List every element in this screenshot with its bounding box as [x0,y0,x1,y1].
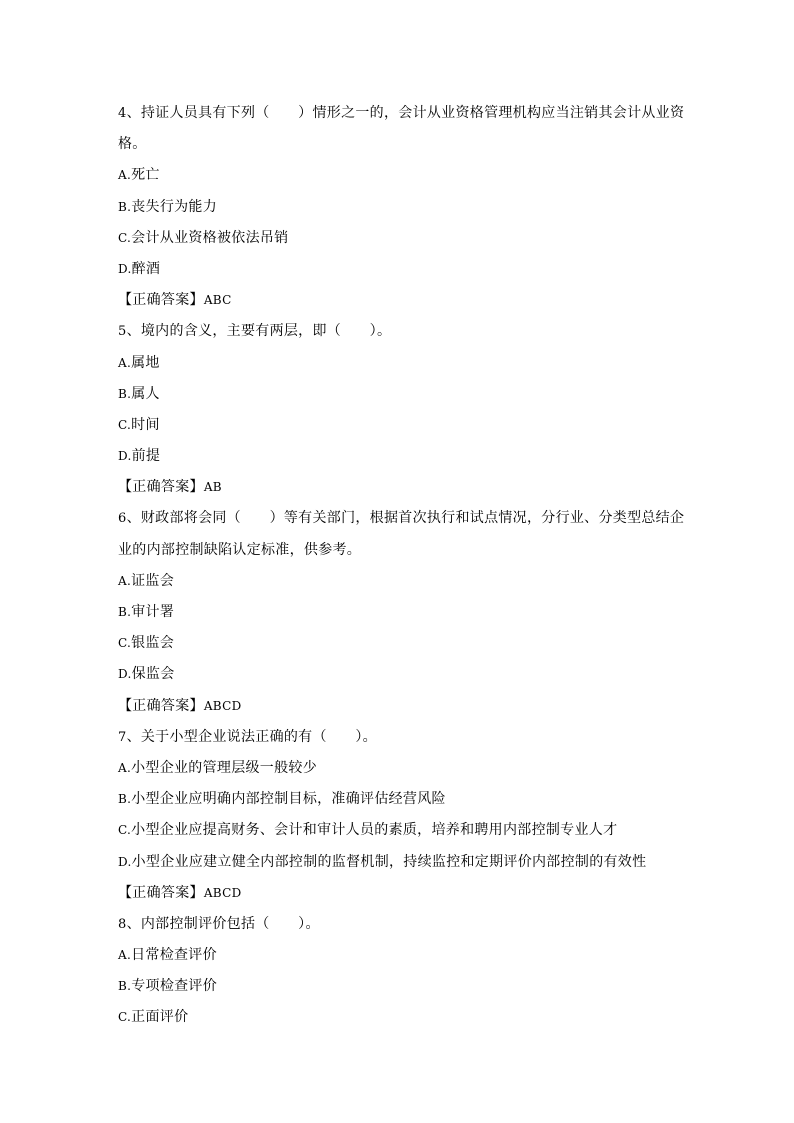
answer-value: ABCD [203,698,242,713]
question-stem [118,98,698,129]
question-text: 、持证人员具有下列（ ）情形之一的，会计从业资格管理机构应当注销其会计从业资 [126,105,685,121]
option-c [118,628,698,659]
option-c [118,410,698,441]
option-c [118,223,698,254]
question-7 [118,722,698,909]
answer-label: 【正确答案】 [118,884,204,901]
option-text: 小型企业应建立健全内部控制的监督机制，持续监控和定期评价内部控制的有效性 [131,853,647,870]
question-stem-continued: 格。 [118,136,147,153]
question-stem [118,503,698,534]
question-6 [118,503,698,721]
option-a [118,566,698,597]
option-text: 属人 [131,385,160,402]
option-text: 银监会 [131,635,175,652]
question-stem-continued: 业的内部控制缺陷认定标准，供参考。 [118,541,362,558]
option-text: 专项检查评价 [131,978,218,995]
option-b [118,379,698,410]
question-stem [118,316,698,347]
option-letter: B. [118,792,132,807]
question-5 [118,316,698,503]
option-a [118,160,698,191]
option-letter: D. [118,261,132,276]
answer-label: 【正确答案】 [118,292,204,309]
option-letter: A. [118,760,132,775]
option-c [118,815,698,846]
option-c [118,1002,698,1033]
option-text: 丧失行为能力 [131,198,218,215]
option-letter: A. [118,355,132,370]
option-b [118,597,698,628]
option-text: 保监会 [131,666,175,683]
question-stem [118,722,698,753]
option-letter: B. [118,386,132,401]
option-text: 前提 [131,448,161,465]
option-letter: A. [118,948,132,963]
option-a [118,940,698,971]
document-page [118,98,698,1034]
question-8 [118,909,698,1034]
option-letter: B. [118,199,132,214]
answer-value: ABCD [203,885,242,900]
option-d [118,847,698,878]
option-text: 正面评价 [131,1009,189,1026]
answer-label: 【正确答案】 [118,697,204,714]
answer-value: ABC [203,293,232,308]
question-number: 8 [118,916,127,932]
option-letter: C. [118,636,132,651]
option-letter: C. [118,417,132,432]
option-letter: B. [118,605,132,619]
option-text: 小型企业的管理层级一般较少 [131,759,317,776]
question-number: 4 [118,106,127,121]
question-4 [118,98,698,316]
option-a [118,753,698,784]
question-text: 、财政部将会同（ ）等有关部门，根据首次执行和试点情况，分行业、分类型总结企 [126,510,685,527]
correct-answer [118,472,698,503]
option-text: 会计从业资格被依法吊销 [131,229,289,246]
option-letter: D. [118,667,132,682]
question-text: 、内部控制评价包括（ ）。 [126,915,320,932]
question-number: 6 [118,511,127,527]
question-number: 7 [118,729,127,745]
option-text: 证监会 [131,572,174,589]
question-text: 、境内的含义，主要有两层，即（ ）。 [126,323,392,340]
question-number: 5 [118,324,127,340]
option-letter: D. [118,854,132,869]
option-letter: A. [118,573,132,588]
option-d [118,441,698,472]
correct-answer [118,691,698,722]
option-b [118,784,698,815]
question-text: 、关于小型企业说法正确的有（ ）。 [126,728,377,745]
option-text: 醉酒 [131,260,161,277]
option-letter: A. [118,168,132,183]
option-text: 小型企业应明确内部控制目标，准确评估经营风险 [131,791,446,808]
option-d [118,659,698,690]
option-a [118,348,698,379]
option-text: 小型企业应提高财务、会计和审计人员的素质，培养和聘用内部控制专业人才 [131,822,618,839]
option-b [118,192,698,223]
option-letter: C. [118,823,132,838]
answer-label: 【正确答案】 [118,479,204,496]
option-letter: C. [118,230,132,245]
question-stem [118,909,698,940]
option-text: 属地 [131,354,160,371]
answer-value: AB [203,480,222,495]
option-text: 日常检查评价 [131,947,217,964]
option-text: 审计署 [131,604,175,620]
option-text: 死亡 [131,167,160,184]
option-letter: B. [118,979,132,994]
option-text: 时间 [131,416,160,433]
option-letter: D. [118,449,132,464]
option-d [118,254,698,285]
option-b [118,971,698,1002]
option-letter: C. [118,1010,132,1025]
correct-answer [118,878,698,909]
correct-answer [118,285,698,316]
